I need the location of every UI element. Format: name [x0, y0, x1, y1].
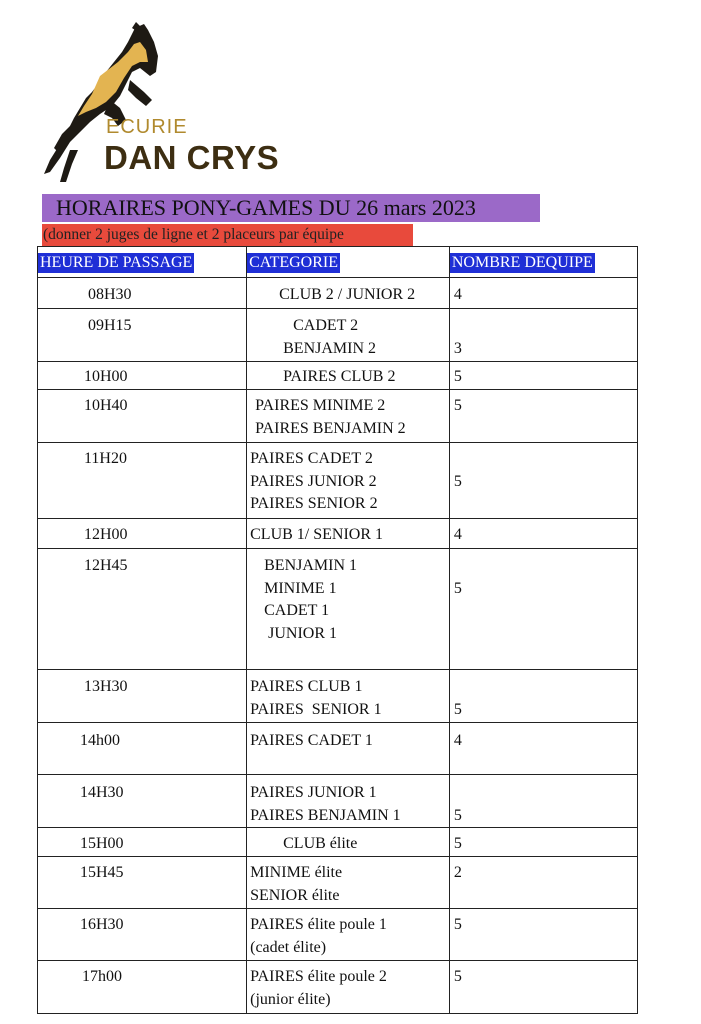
- team-count-cell: [449, 362, 637, 390]
- category-cell: [247, 961, 450, 1014]
- table-row: [38, 723, 638, 775]
- team-count: 2: [453, 864, 462, 881]
- category-label: JUNIOR 1: [268, 624, 338, 642]
- category-label: (junior élite): [250, 990, 331, 1008]
- header-time: HEURE DE PASSAGE: [38, 247, 247, 278]
- category-label: PAIRES MINIME 2: [255, 397, 386, 414]
- category-label: PAIRES élite poule 1: [250, 916, 387, 933]
- table-row: [38, 519, 638, 549]
- category-label: PAIRES CLUB 2: [283, 368, 396, 385]
- team-count-cell: [449, 857, 637, 909]
- team-count: 5: [453, 700, 462, 718]
- category-label: PAIRES élite poule 2: [250, 968, 387, 985]
- table-row: [38, 309, 638, 362]
- category-label: PAIRES JUNIOR 2: [250, 472, 377, 490]
- time-cell: 08H30: [38, 278, 247, 309]
- time-cell: 15H45: [38, 857, 247, 909]
- page-title: HORAIRES PONY-GAMES DU 26 mars 2023: [56, 195, 476, 220]
- header-teams: NOMBRE DEQUIPE: [449, 247, 637, 278]
- category-cell: [247, 549, 450, 670]
- team-count: 4: [453, 732, 462, 749]
- table-row: [38, 362, 638, 390]
- table-row: [38, 857, 638, 909]
- table-row: [38, 278, 638, 309]
- time-cell: 11H20: [38, 443, 247, 519]
- category-cell: [247, 443, 450, 519]
- table-row: [38, 549, 638, 670]
- brand-subtitle: ECURIE: [106, 116, 188, 138]
- category-label: PAIRES CLUB 1: [250, 678, 363, 695]
- category-label: PAIRES JUNIOR 1: [250, 784, 377, 801]
- category-label: PAIRES BENJAMIN 1: [250, 806, 401, 824]
- team-count-cell: [449, 443, 637, 519]
- time-cell: 12H00: [38, 519, 247, 549]
- team-count: 5: [453, 368, 462, 385]
- category-label: MINIME 1: [264, 579, 337, 597]
- brand-name: DAN CRYS: [104, 139, 280, 176]
- category-label: BENJAMIN 2: [283, 339, 377, 357]
- team-count-cell: [449, 723, 637, 775]
- time-cell: 13H30: [38, 670, 247, 723]
- team-count-cell: [449, 775, 637, 828]
- table-row: [38, 390, 638, 443]
- team-count: 4: [453, 526, 462, 543]
- time-cell: 17h00: [38, 961, 247, 1014]
- category-cell: [247, 362, 450, 390]
- table-row: [38, 775, 638, 828]
- category-cell: [247, 519, 450, 549]
- team-count: 5: [453, 397, 462, 414]
- team-count: 5: [453, 472, 462, 490]
- time-cell: 15H00: [38, 828, 247, 857]
- category-label: PAIRES CADET 1: [250, 732, 373, 749]
- category-label: CADET 2: [293, 317, 359, 334]
- team-count-cell: [449, 670, 637, 723]
- team-count: 5: [453, 579, 462, 597]
- time-cell: 10H00: [38, 362, 247, 390]
- team-count-cell: [449, 961, 637, 1014]
- table-row: [38, 670, 638, 723]
- team-count: 5: [453, 968, 462, 985]
- team-count-cell: [449, 549, 637, 670]
- team-count-cell: [449, 390, 637, 443]
- category-cell: [247, 828, 450, 857]
- category-label: PAIRES SENIOR 2: [250, 495, 378, 512]
- category-label: SENIOR élite: [250, 886, 340, 904]
- table-row: [38, 443, 638, 519]
- time-cell: 09H15: [38, 309, 247, 362]
- category-label: CLUB 2 / JUNIOR 2: [279, 286, 416, 303]
- team-count-cell: [449, 909, 637, 961]
- category-label: PAIRES BENJAMIN 2: [255, 419, 406, 437]
- category-label: CLUB 1/ SENIOR 1: [250, 526, 384, 543]
- category-label: BENJAMIN 1: [264, 557, 358, 574]
- table-row: [38, 961, 638, 1014]
- team-count-cell: [449, 278, 637, 309]
- schedule-table: [37, 246, 638, 1014]
- team-count-cell: [449, 828, 637, 857]
- header-category: CATEGORIE: [247, 247, 450, 278]
- time-cell: 14h00: [38, 723, 247, 775]
- team-count: 4: [453, 286, 462, 303]
- note-text: (donner 2 juges de ligne et 2 placeurs par équipe: [43, 226, 344, 243]
- category-label: CADET 1: [264, 602, 330, 619]
- category-cell: [247, 723, 450, 775]
- category-label: PAIRES CADET 2: [250, 450, 373, 467]
- team-count-cell: [449, 309, 637, 362]
- time-cell: 14H30: [38, 775, 247, 828]
- category-cell: [247, 278, 450, 309]
- time-cell: 10H40: [38, 390, 247, 443]
- time-cell: 12H45: [38, 549, 247, 670]
- team-count-cell: [449, 519, 637, 549]
- category-cell: [247, 309, 450, 362]
- table-row: [38, 828, 638, 857]
- category-cell: [247, 775, 450, 828]
- category-label: PAIRES SENIOR 1: [250, 700, 382, 718]
- team-count: 5: [453, 806, 462, 824]
- time-cell: 16H30: [38, 909, 247, 961]
- category-cell: [247, 670, 450, 723]
- category-label: (cadet élite): [250, 938, 327, 956]
- category-label: CLUB élite: [283, 835, 358, 852]
- category-cell: [247, 909, 450, 961]
- team-count: 5: [453, 916, 462, 933]
- category-label: MINIME élite: [250, 864, 343, 881]
- table-row: [38, 909, 638, 961]
- team-count: 5: [453, 835, 462, 852]
- category-cell: [247, 857, 450, 909]
- category-cell: [247, 390, 450, 443]
- team-count: 3: [453, 339, 462, 357]
- table-header-row: [38, 247, 638, 278]
